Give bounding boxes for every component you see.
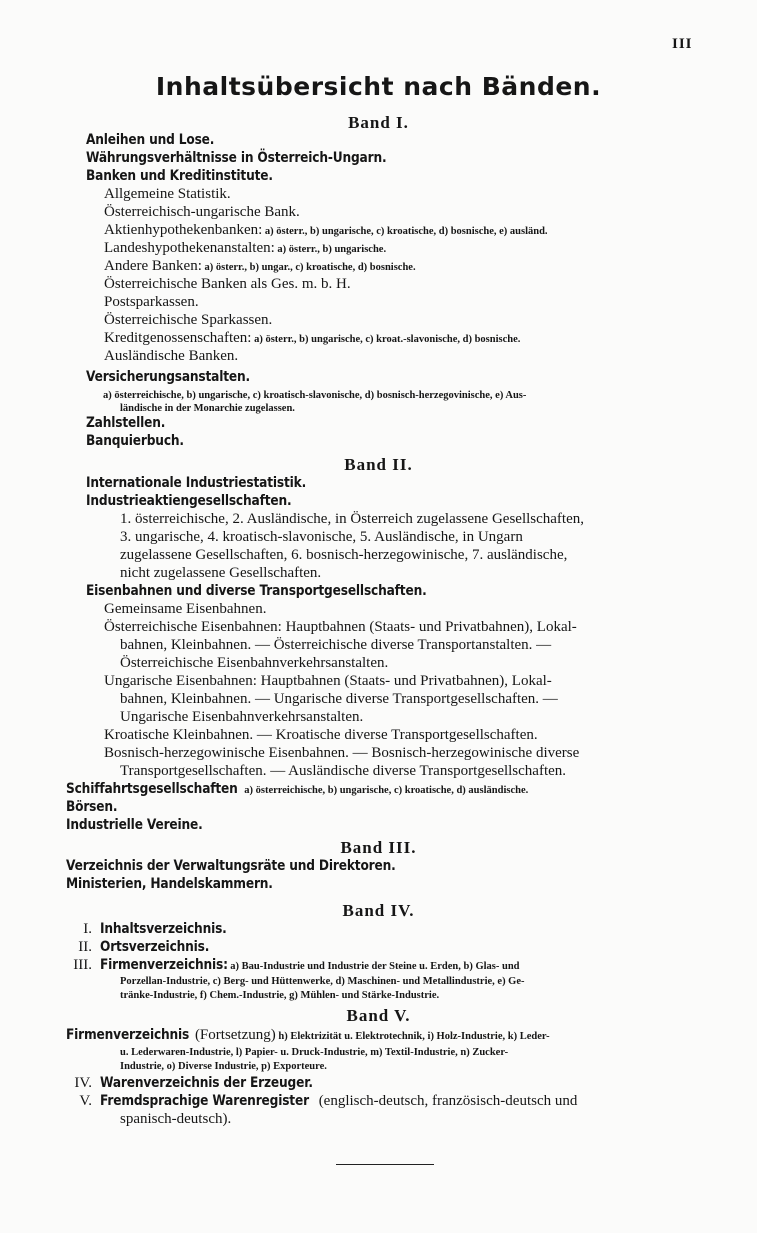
- entry-heading: Börsen.: [66, 799, 118, 815]
- entry-line: Österreichische Eisenbahnen: Hauptbahnen (Staats- und Privatbahnen), Lokal-: [104, 619, 577, 635]
- entry-line: Postsparkassen.: [104, 294, 199, 310]
- entry-heading: Industrielle Vereine.: [66, 817, 203, 833]
- band-heading-1: Band I.: [348, 113, 409, 132]
- closing-rule: [336, 1164, 434, 1165]
- entry-heading: IV. Warenverzeichnis der Erzeuger.: [74, 1075, 313, 1091]
- entry-line: nicht zugelassene Gesellschaften.: [120, 565, 322, 581]
- entry-heading: Industrieaktiengesellschaften.: [86, 493, 292, 509]
- band-heading-5: Band V.: [346, 1006, 411, 1025]
- band-heading-3: Band III.: [340, 838, 417, 857]
- entry-line: spanisch-deutsch).: [120, 1111, 232, 1127]
- entry-line: Kreditgenossenschaften: a) österr., b) ungarische, c) kroat.-slavonische, d) bosnische.: [104, 330, 521, 346]
- entry-line: Landeshypothekenanstalten: a) österr., b) ungarische.: [104, 240, 387, 256]
- entry-heading: Anleihen und Lose.: [86, 132, 215, 148]
- entry-heading: II. Ortsverzeichnis.: [78, 939, 210, 955]
- entry-line: Aktienhypothekenbanken: a) österr., b) ungarische, c) kroatische, d) bosnische, e) ausländ.: [104, 222, 548, 238]
- entry-subline: u. Lederwaren-Industrie, l) Papier- u. Druck-Industrie, m) Textil-Industrie, n) Zucker-: [120, 1047, 509, 1058]
- entry-heading: Währungsverhältnisse in Österreich-Ungarn.: [86, 150, 387, 166]
- entry-heading: V. Fremdsprachige Warenregister (englisch-deutsch, französisch-deutsch und: [79, 1093, 578, 1109]
- entry-heading: Firmenverzeichnis (Fortsetzung) h) Elektrizität u. Elektrotechnik, i) Holz-Industrie, k) Leder-: [66, 1027, 550, 1043]
- entry-line: Ungarische Eisenbahnverkehrsanstalten.: [120, 709, 364, 725]
- entry-line: bahnen, Kleinbahnen. — Österreichische diverse Transportanstalten. —: [120, 637, 552, 653]
- entry-heading: Banken und Kreditinstitute.: [86, 168, 273, 184]
- entry-line: Bosnisch-herzegowinische Eisenbahnen. — Bosnisch-herzegowinische diverse: [104, 745, 580, 761]
- entry-line: Österreichisch-ungarische Bank.: [104, 204, 300, 220]
- entry-heading: Zahlstellen.: [86, 415, 166, 431]
- entry-line: 1. österreichische, 2. Ausländische, in Österreich zugelassene Gesellschaften,: [120, 511, 585, 527]
- entry-subline: Porzellan-Industrie, c) Berg- und Hüttenwerke, d) Maschinen- und Metallindustrie, e) Ge-: [120, 976, 525, 987]
- entry-heading: Verzeichnis der Verwaltungsräte und Direktoren.: [66, 858, 396, 874]
- entry-heading: III. Firmenverzeichnis: a) Bau-Industrie und Industrie der Steine u. Erden, b) Glas- und: [73, 957, 520, 973]
- entry-subline: tränke-Industrie, f) Chem.-Industrie, g) Mühlen- und Stärke-Industrie.: [120, 990, 440, 1001]
- entry-line: Ausländische Banken.: [104, 348, 239, 364]
- entry-subline: a) österreichische, b) ungarische, c) kroatisch-slavonische, d) bosnisch-herzegovinische, e) Aus-: [103, 390, 527, 401]
- entry-heading: I. Inhaltsverzeichnis.: [83, 921, 227, 937]
- entry-line: Österreichische Eisenbahnverkehrsanstalten.: [120, 655, 389, 671]
- entry-line: Österreichische Sparkassen.: [104, 312, 273, 328]
- entry-line: Andere Banken: a) österr., b) ungar., c) kroatische, d) bosnische.: [104, 258, 416, 274]
- entry-line: 3. ungarische, 4. kroatisch-slavonische, 5. Ausländische, in Ungarn: [120, 529, 523, 545]
- entry-heading: Eisenbahnen und diverse Transportgesellschaften.: [86, 583, 427, 599]
- entry-line: Allgemeine Statistik.: [104, 186, 231, 202]
- entry-heading: Versicherungsanstalten.: [86, 369, 251, 385]
- entry-heading: Banquierbuch.: [86, 433, 184, 449]
- entry-line: Gemeinsame Eisenbahnen.: [104, 601, 267, 617]
- page-title: Inhaltsübersicht nach Bänden.: [155, 72, 602, 101]
- entry-heading: Schiffahrtsgesellschaften a) österreichische, b) ungarische, c) kroatische, d) ausländische.: [66, 781, 529, 797]
- entry-subline: ländische in der Monarchie zugelassen.: [120, 403, 295, 414]
- entry-line: bahnen, Kleinbahnen. — Ungarische diverse Transportgesellschaften. —: [120, 691, 558, 707]
- entry-line: Kroatische Kleinbahnen. — Kroatische diverse Transportgesellschaften.: [104, 727, 538, 743]
- entry-line: Ungarische Eisenbahnen: Hauptbahnen (Staats- und Privatbahnen), Lokal-: [104, 673, 552, 689]
- entry-heading: Internationale Industriestatistik.: [86, 475, 307, 491]
- band-heading-2: Band II.: [344, 455, 413, 474]
- entry-line: Transportgesellschaften. — Ausländische diverse Transportgesellschaften.: [120, 763, 567, 779]
- entry-subline: Industrie, o) Diverse Industrie, p) Exporteure.: [120, 1061, 327, 1072]
- band-heading-4: Band IV.: [342, 901, 415, 920]
- page-number: III: [672, 36, 693, 52]
- entry-heading: Ministerien, Handelskammern.: [66, 876, 273, 892]
- entry-line: Österreichische Banken als Ges. m. b. H.: [104, 276, 351, 292]
- entry-line: zugelassene Gesellschaften, 6. bosnisch-herzegowinische, 7. ausländische,: [120, 547, 568, 563]
